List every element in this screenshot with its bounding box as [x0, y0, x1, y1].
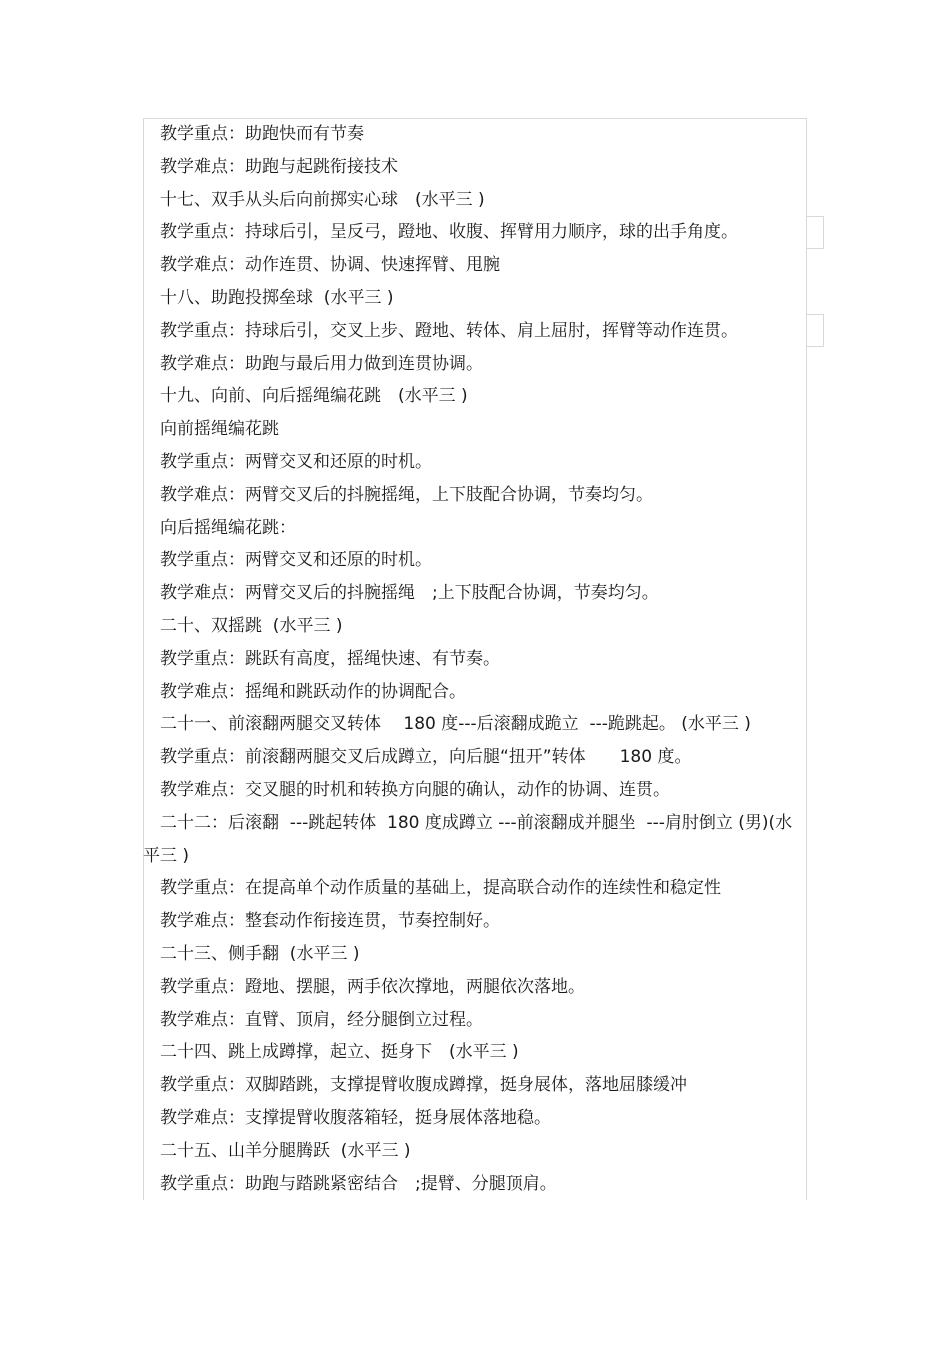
section-heading: 十七、双手从头后向前掷实心球 (水平三 ) — [160, 189, 485, 210]
document-body — [143, 118, 807, 1200]
frame-tab-lower — [806, 314, 824, 315]
section-heading: 二十、双摇跳 (水平三 ) — [160, 615, 343, 636]
text-line: 教学重点：两臂交叉和还原的时机。 — [160, 550, 432, 571]
text-line: 教学重点：助跑与踏跳紧密结合 ;提臂、分腿顶肩。 — [160, 1173, 557, 1194]
section-heading: 二十五、山羊分腿腾跃 (水平三 ) — [160, 1140, 411, 1161]
subsection-heading: 向前摇绳编花跳 — [160, 419, 279, 440]
text-line: 教学重点：跳跃有高度，摇绳快速、有节奏。 — [160, 648, 500, 669]
section-heading: 二十三、侧手翻 (水平三 ) — [160, 943, 360, 964]
section-heading-continued: 平三 ) — [143, 845, 190, 866]
text-line: 教学难点：两臂交叉后的抖腕摇绳 ;上下肢配合协调，节奏均匀。 — [160, 583, 659, 604]
subsection-heading: 向后摇绳编花跳： — [160, 517, 296, 538]
text-line: 教学重点：助跑快而有节奏 — [160, 124, 364, 144]
text-line: 教学重点：持球后引，交叉上步、蹬地、转体、肩上屈肘，挥臂等动作连贯。 — [160, 320, 738, 341]
text-line: 教学重点：在提高单个动作质量的基础上，提高联合动作的连续性和稳定性 — [160, 878, 721, 899]
text-line: 教学重点：持球后引，呈反弓，蹬地、收腹、挥臂用力顺序，球的出手角度。 — [160, 222, 738, 243]
text-line: 教学难点：动作连贯、协调、快速挥臂、甩腕 — [160, 255, 500, 276]
text-line: 教学难点：两臂交叉后的抖腕摇绳，上下肢配合协调，节奏均匀。 — [160, 484, 653, 505]
frame-tab-upper — [806, 216, 824, 217]
text-line: 教学重点：蹬地、摆腿，两手依次撑地，两腿依次落地。 — [160, 976, 585, 997]
frame-tab-upper-side — [823, 216, 824, 249]
section-heading: 二十一、前滚翻两腿交叉转体 180 度---后滚翻成跪立 ---跪跳起。 (水平三 ) — [160, 714, 751, 735]
text-line: 教学重点：双脚踏跳，支撑提臂收腹成蹲撑，挺身展体，落地屈膝缓冲 — [160, 1075, 687, 1096]
text-line: 教学重点：前滚翻两腿交叉后成蹲立，向后腿“扭开”转体 180 度。 — [160, 747, 692, 768]
section-heading: 二十二：后滚翻 ---跳起转体 180 度成蹲立 ---前滚翻成并腿坐 ---肩肘倒立 (男)(水 — [160, 812, 793, 833]
text-line: 教学难点：摇绳和跳跃动作的协调配合。 — [160, 681, 466, 702]
text-line: 教学难点：支撑提臂收腹落箱轻，挺身展体落地稳。 — [160, 1107, 551, 1128]
section-heading: 十九、向前、向后摇绳编花跳 (水平三 ) — [160, 386, 468, 407]
text-line: 教学难点：直臂、顶肩，经分腿倒立过程。 — [160, 1009, 483, 1030]
text-line: 教学难点：整套动作衔接连贯，节奏控制好。 — [160, 911, 500, 932]
frame-tab-upper-bottom — [806, 248, 824, 249]
frame-tab-lower-side — [823, 314, 824, 347]
text-line: 教学重点：两臂交叉和还原的时机。 — [160, 451, 432, 472]
text-line: 教学难点：助跑与起跳衔接技术 — [160, 156, 398, 177]
section-heading: 十八、助跑投掷垒球 (水平三 ) — [160, 287, 394, 308]
frame-tab-lower-bottom — [806, 346, 824, 347]
text-line: 教学难点：交叉腿的时机和转换方向腿的确认，动作的协调、连贯。 — [160, 779, 670, 800]
text-line: 教学难点：助跑与最后用力做到连贯协调。 — [160, 353, 483, 374]
section-heading: 二十四、跳上成蹲撑，起立、挺身下 (水平三 ) — [160, 1042, 519, 1063]
